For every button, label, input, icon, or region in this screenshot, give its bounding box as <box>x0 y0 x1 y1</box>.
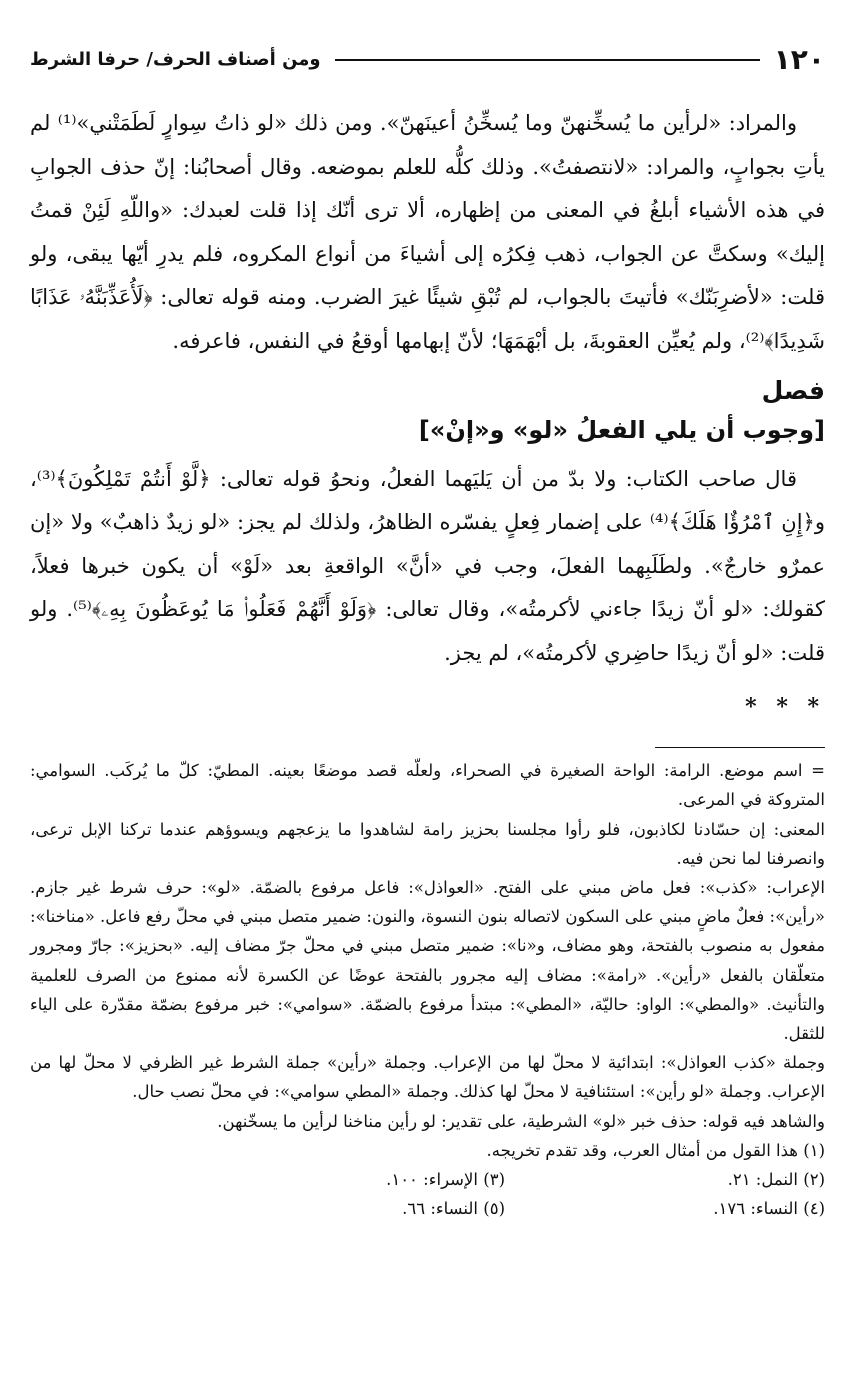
page-header <box>30 28 825 90</box>
footnote-continuation: = اسم موضع. الرامة: الواحة الصغيرة في الصحراء، ولعلّه قصد موضعًا بعينه. المطيّ: كلّ ما يُركَب. السوامي: المتروكة في المرعى. <box>30 761 825 810</box>
section-title: فصل <box>761 375 825 405</box>
footnote-4: (٤) النساء: ١٧٦. <box>713 1199 825 1219</box>
paragraph-2: قال صاحب الكتاب: ولا بدّ من أن يَليَهما الفعلُ، ونحوُ قوله تعالى: ﴿لَّوْ أَنتُمْ تَمْلِكُونَ﴾⁽³⁾، و﴿إِنِ ٱمْرُؤٌا هَلَكَ﴾⁽⁴⁾ على إضمار فِعلٍ يفسّره الظاهرُ، ولذلك لم يجز: «لو زيدٌ ذاهبٌ» ولا «إن عمرٌو خارجٌ». ولطَلَبِهما الفعلَ، وجب في «أنَّ» الواقعةِ بعد «لَوْ» أن يكون خبرها فعلاً، كقولك: «لو أنّ زيدًا جاءني لأكرمتُه»، وقال تعالى: ﴿وَلَوْ أَنَّهُمْ فَعَلُوا۟ مَا يُوعَظُونَ بِهِۦ﴾⁽⁵⁾. ولو قلت: «لو أنّ زيدًا حاضِري لأكرمتُه»، لم يجز. <box>30 466 826 665</box>
header-rule <box>335 59 760 61</box>
footnote-row <box>30 1194 825 1223</box>
section-separator: * * * <box>745 693 825 720</box>
footnotes <box>30 756 825 1223</box>
main-text <box>30 102 825 729</box>
book-page <box>30 28 825 1358</box>
page-number: ١٢٠ <box>773 42 825 76</box>
footnote-witness: والشاهد فيه قوله: حذف خبر «لو» الشرطية، على تقدير: لو رأين مناخنا لرأين ما يسخّنهن. <box>217 1111 825 1131</box>
footnote-5: (٥) النساء: ٦٦. <box>402 1199 505 1219</box>
footnote-3: (٣) الإسراء: ١٠٠. <box>386 1169 505 1189</box>
footnote-1: (١) هذا القول من أمثال العرب، وقد تقدم تخريجه. <box>486 1140 825 1160</box>
paragraph-1: والمراد: «لرأين ما يُسخِّنهنّ وما يُسخِّنُ أعينَهنّ». ومن ذلك «لو ذاتُ سِوارٍ لَطَمَتْني»⁽¹⁾ لم يأتِ بجوابٍ، والمراد: «لانتصفتُ». وذلك كلُّه للعلم بموضعه. وقال أصحابُنا: إنّ حذف الجوابِ في هذه الأشياء أبلغُ في المعنى من إظهاره، ألا ترى أنّك إذا قلت لعبدك: «واللّهِ لَئِنْ قمتُ إليك» وسكتَّ عن الجواب، ذهب فِكرُه إلى أشياءَ من أنواع المكروه، فلم يدرِ أيّها يبقى، ولو قلت: «لأضرِبَنّك» فأتيتَ بالجواب، لم تُبْقِ شيئًا غيرَ الضرب. ومنه قوله تعالى: ﴿لَأُعَذِّبَنَّهُۥ عَذَابًا شَدِيدًا﴾⁽²⁾، ولم يُعيِّن العقوبةَ، بل أبْهَمَهَا؛ لأنّ إبهامها أوقعُ في النفس، فاعرفه. <box>30 111 825 353</box>
footnote-rule <box>655 747 825 748</box>
running-title: ومن أصناف الحرف/ حرفا الشرط <box>30 48 321 70</box>
section-subtitle: [وجوب أن يلي الفعلُ «لو» و«إنْ»] <box>418 415 825 444</box>
footnote-irab: الإعراب: «كذب»: فعل ماض مبني على الفتح. «العواذل»: فاعل مرفوع بالضمّة. «لو»: حرف شرط غير جازم. «رأين»: فعلٌ ماضٍ مبني على السكون لاتصاله بنون النسوة، والنون: ضمير متصل مبني في محلّ رفع فاعل. «مناخنا»: مفعول به منصوب بالفتحة، وهو مضاف، و«نا»: ضمير متصل مبني في محلّ جرّ مضاف إليه. «بحزيز»: جارّ ومجرور متعلّقان بالفعل «رأين». «رامة»: مضاف إليه مجرور بالفتحة عوضًا عن الكسرة لأنه ممنوع من الصرف للعلمية والتأنيث. «والمطي»: الواو: حاليّة، «المطي»: مبتدأ مرفوع بالضمّة. «سوامي»: خبر مرفوع بضمّة مقدّرة على الياء للثقل. <box>30 877 825 1043</box>
footnote-2: (٢) النمل: ٢١. <box>727 1169 825 1189</box>
footnote-sentences: وجملة «كذب العواذل»: ابتدائية لا محلّ لها من الإعراب. وجملة «رأين» جملة الشرط غير الظرفي لا محلّ لها من الإعراب. وجملة «لو رأين»: استئنافية لا محلّ لها كذلك. وجملة «المطي سوامي»: في محلّ نصب حال. <box>30 1053 825 1102</box>
footnote-meaning: المعنى: إن حسّادنا لكاذبون، فلو رأوا مجلسنا بحزيز رامة لشاهدوا ما يزعجهم ويسوؤهم عندما تركنا الإبل ترعى، وانصرفنا لما نحن فيه. <box>30 819 825 868</box>
footnote-row <box>30 1165 825 1194</box>
